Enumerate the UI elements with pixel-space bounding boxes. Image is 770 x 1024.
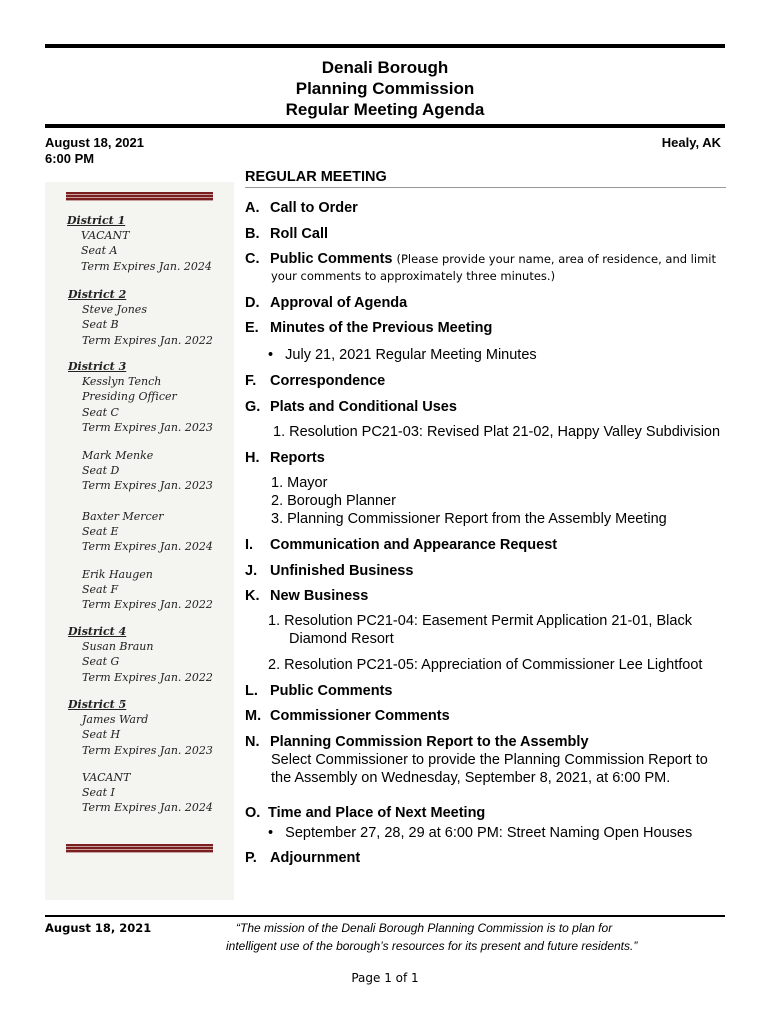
agenda-item-n: N. Planning Commission Report to the Assembly [245, 734, 589, 750]
commissioner-sidebar [45, 182, 234, 900]
member-line: Seat E [82, 525, 119, 539]
member-line: Term Expires Jan. 2024 [82, 540, 213, 554]
member-line: Erik Haugen [82, 568, 153, 581]
district-2-block [68, 287, 213, 348]
member-line: Term Expires Jan. 2022 [82, 670, 213, 684]
member-line: Term Expires Jan. 2022 [82, 598, 213, 612]
top-rule [45, 44, 725, 48]
member-line: Seat B [82, 318, 119, 332]
section-heading: REGULAR MEETING [245, 169, 387, 185]
assembly-report-line-2: the Assembly on Wednesday, September 8, 2021, at 6:00 PM. [271, 770, 671, 786]
member-line: Presiding Officer [82, 390, 177, 404]
district-heading: District 2 [68, 288, 127, 301]
page-title [0, 57, 770, 120]
district-heading: District 3 [68, 360, 127, 373]
member-block-seat-f [82, 567, 213, 613]
title-line-2: Planning Commission [295, 79, 475, 98]
district-5-block [68, 697, 213, 758]
member-line: Kesslyn Tench [82, 375, 162, 389]
member-line: Seat D [82, 464, 120, 478]
bullet-icon: • [268, 347, 286, 363]
member-line: Term Expires Jan. 2023 [82, 743, 213, 757]
district-heading: District 4 [68, 625, 127, 638]
section-rule [245, 187, 726, 188]
member-line: Term Expires Jan. 2023 [82, 479, 213, 493]
mission-line-1: “The mission of the Denali Borough Planning Commission is to plan for [236, 921, 613, 935]
district-heading: District 5 [68, 698, 127, 711]
member-line: VACANT [81, 229, 130, 243]
member-line: Term Expires Jan. 2022 [82, 333, 213, 347]
member-line: Seat H [82, 728, 121, 742]
plat-resolution: 1. Resolution PC21-03: Revised Plat 21-02, Happy Valley Subdivision [273, 424, 721, 440]
member-line: Term Expires Jan. 2023 [82, 420, 213, 434]
title-line-1: Denali Borough [321, 58, 449, 77]
resolution-pc21-04-cont: Diamond Resort [289, 631, 394, 647]
bullet-minutes: • July 21, 2021 Regular Meeting Minutes [268, 347, 537, 363]
member-block-seat-d [82, 448, 213, 494]
resolution-pc21-05: 2. Resolution PC21-05: Appreciation of Commissioner Lee Lightfoot [268, 657, 703, 673]
bullet-next-meeting: • September 27, 28, 29 at 6:00 PM: Street Naming Open Houses [268, 825, 693, 841]
member-line: VACANT [82, 771, 131, 784]
agenda-item-j: J. Unfinished Business [245, 563, 414, 579]
resolution-pc21-04: 1. Resolution PC21-04: Easement Permit Application 21-01, Black [268, 613, 692, 629]
district-heading: District 1 [67, 214, 126, 227]
member-line: Steve Jones [82, 303, 147, 317]
public-comment-note: (Please provide your name, area of residence, and limit [396, 252, 716, 266]
meeting-location: Healy, AK [661, 135, 721, 150]
agenda-item-h: H. Reports [245, 450, 325, 466]
agenda-item-a: A. Call to Order [245, 200, 358, 216]
agenda-item-k: K. New Business [245, 588, 369, 604]
district-1-block [67, 213, 212, 274]
district-4-block [68, 624, 213, 685]
member-line: Seat A [81, 244, 118, 258]
agenda-item-c: C. Public Comments (Please provide your name, area of residence, and limit [245, 251, 716, 267]
meeting-date: August 18, 2021 [45, 135, 144, 150]
member-block-seat-e [82, 509, 213, 555]
mission-line-2: intelligent use of the borough’s resources for its present and future residents.” [226, 939, 638, 953]
sidebar-top-bar [66, 192, 213, 201]
agenda-item-p: P. Adjournment [245, 850, 361, 866]
report-assembly: 3. Planning Commissioner Report from the Assembly Meeting [271, 511, 667, 527]
page-number: Page 1 of 1 [351, 971, 419, 985]
member-line: Term Expires Jan. 2024 [81, 259, 212, 273]
agenda-item-l: L. Public Comments [245, 683, 393, 699]
meeting-time: 6:00 PM [45, 151, 95, 166]
agenda-item-b: B. Roll Call [245, 226, 329, 242]
title-line-3: Regular Meeting Agenda [285, 100, 485, 119]
report-mayor: 1. Mayor [271, 475, 328, 491]
member-line: Term Expires Jan. 2024 [82, 801, 213, 815]
member-line: Seat G [82, 655, 120, 669]
agenda-item-g: G. Plats and Conditional Uses [245, 399, 457, 415]
bullet-icon: • [268, 825, 286, 841]
agenda-item-m: M. Commissioner Comments [245, 708, 450, 724]
member-block-seat-i [82, 770, 213, 816]
sidebar-bottom-bar [66, 844, 213, 853]
agenda-item-d: D. Approval of Agenda [245, 295, 408, 311]
agenda-item-f: F. Correspondence [245, 373, 386, 389]
member-line: Susan Braun [82, 640, 154, 654]
agenda-item-o: O. Time and Place of Next Meeting [245, 805, 486, 821]
member-line: Seat C [82, 405, 119, 419]
district-3-block [68, 359, 213, 435]
report-planner: 2. Borough Planner [271, 493, 396, 509]
footer-date: August 18, 2021 [45, 921, 152, 935]
member-line: Baxter Mercer [82, 510, 164, 523]
agenda-item-e: E. Minutes of the Previous Meeting [245, 320, 493, 336]
footer-rule [45, 915, 725, 917]
agenda-item-i: I. Communication and Appearance Request [245, 537, 558, 553]
member-line: James Ward [82, 713, 149, 727]
member-line: Seat F [82, 583, 119, 597]
member-line: Seat I [82, 786, 115, 800]
member-line: Mark Menke [82, 449, 154, 462]
title-rule [45, 124, 725, 128]
public-comment-note-2: your comments to approximately three minutes.) [271, 269, 556, 283]
assembly-report-line-1: Select Commissioner to provide the Planning Commission Report to [271, 752, 708, 768]
